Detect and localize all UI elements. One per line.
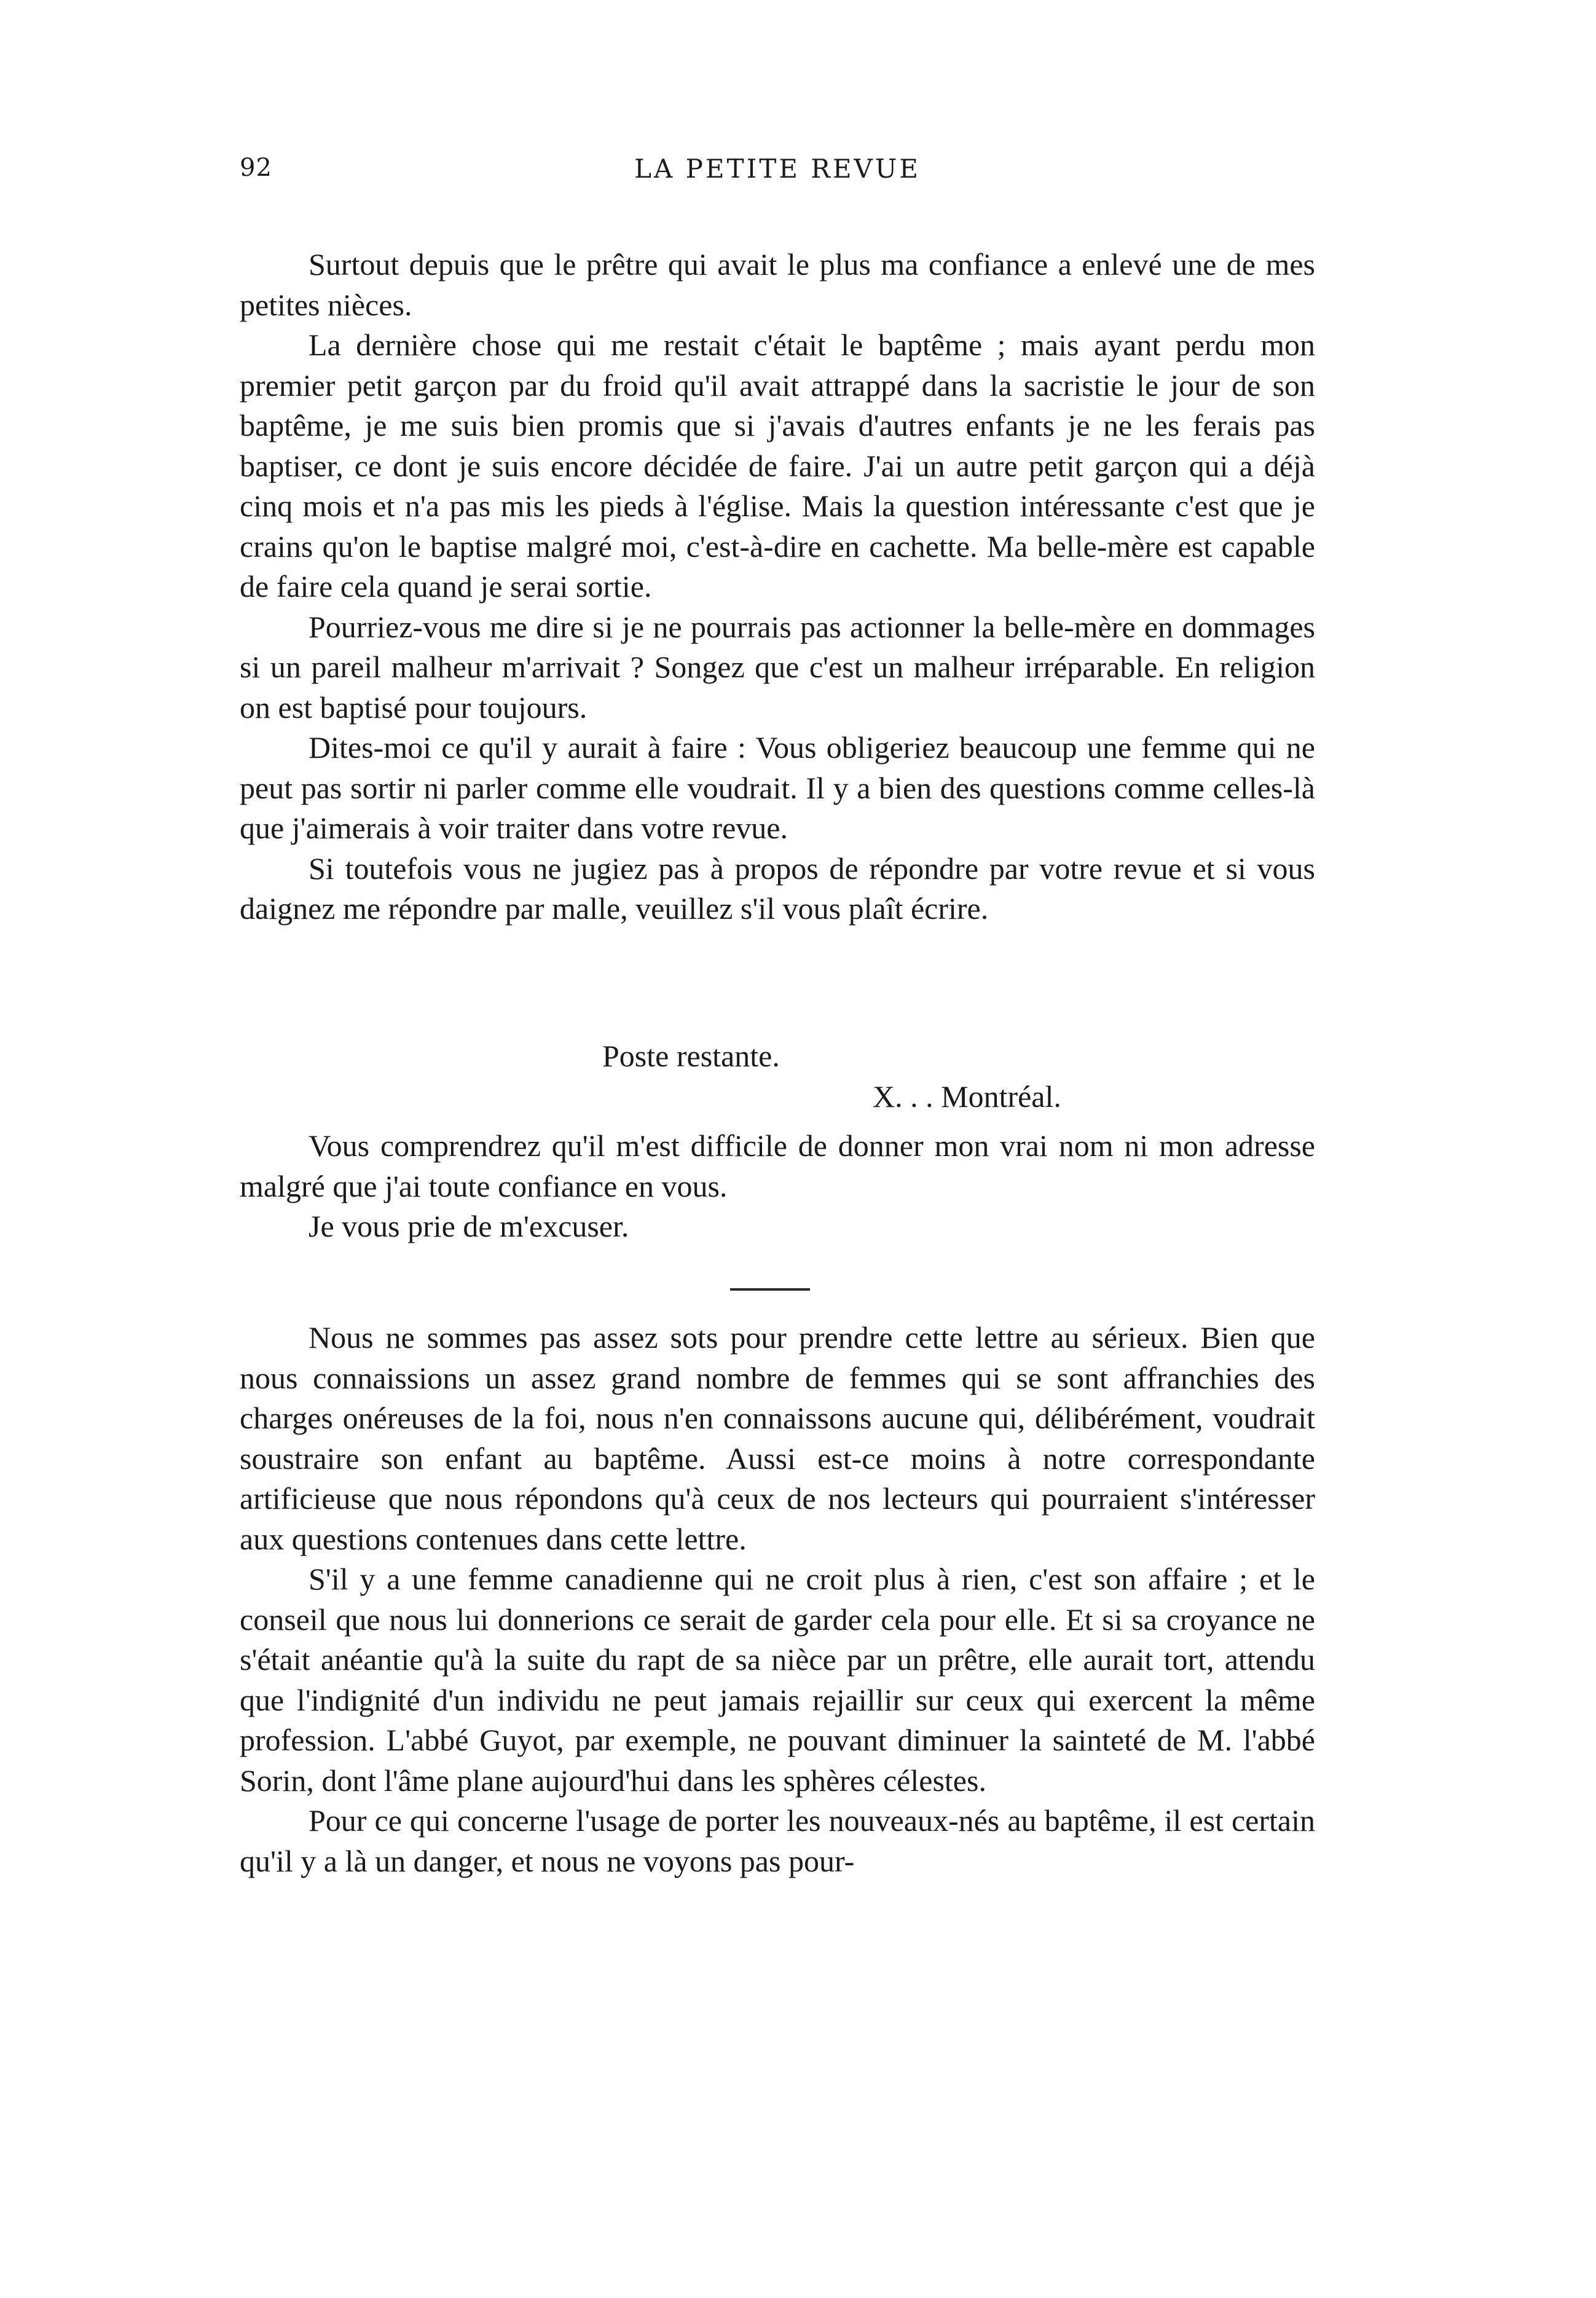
letter-paragraph: Si toutefois vous ne jugiez pas à propos de répondre par votre revue et si vous daignez me répondre par malle, veuillez s'il vous plaît écrire. xyxy=(240,851,1315,926)
reply-paragraph: Pour ce qui concerne l'usage de porter les nouveaux-nés au baptême, il est certain qu'il y a là un danger, et nous ne voyons pas pour- xyxy=(240,1803,1315,1878)
letter-body xyxy=(240,245,1315,929)
letter-closing-paragraph: Je vous prie de m'excuser. xyxy=(309,1209,629,1243)
editorial-reply xyxy=(240,1318,1315,1881)
letter-paragraph: Surtout depuis que le prêtre qui avait le plus ma confiance a enlevé une de mes petites nièces. xyxy=(240,247,1315,322)
running-title: LA PETITE REVUE xyxy=(634,154,921,184)
section-divider xyxy=(730,1288,810,1291)
letter-signoff xyxy=(602,1036,1061,1117)
reply-paragraph: Nous ne sommes pas assez sots pour prendre cette lettre au sérieux. Bien que nous connaissions un assez grand nombre de femmes qui se sont affranchies des charges onéreuses de la foi, nous n'en connaissons aucune qui, délibérément, voudrait soustraire son enfant au baptême. Aussi est-ce moins à notre correspondante artificieuse que nous répondons qu'à ceux de nos lecteurs qui pourraient s'intéresser aux questions contenues dans cette lettre. xyxy=(240,1320,1315,1556)
letter-closing xyxy=(240,1126,1315,1247)
letter-paragraph: Pourriez-vous me dire si je ne pourrais pas actionner la belle-mère en dommages si un pareil malheur m'arrivait ? Songez que c'est un malheur irréparable. En religion on est baptisé pour toujours. xyxy=(240,609,1315,725)
page-number: 92 xyxy=(240,154,272,182)
letter-paragraph: La dernière chose qui me restait c'était le baptême ; mais ayant perdu mon premier petit garçon par du froid qu'il avait attrappé dans la sacristie le jour de son baptême, je me suis bien promis que si j'avais d'autres enfants je ne les ferais pas baptiser, ce dont je suis encore décidée de faire. J'ai un autre petit garçon qui a déjà cinq mois et n'a pas mis les pieds à l'église. Mais la question intéressante c'est que je crains qu'on le baptise malgré moi, c'est-à-dire en cachette. Ma belle-mère est capable de faire cela quand je serai sortie. xyxy=(240,328,1315,604)
letter-signature: X. . . Montréal. xyxy=(873,1079,1061,1114)
letter-closing-paragraph: Vous comprendrez qu'il m'est difficile de donner mon vrai nom ni mon adresse malgré que j'ai toute confiance en vous. xyxy=(240,1128,1315,1203)
letter-address: Poste restante. xyxy=(602,1039,780,1073)
reply-paragraph: S'il y a une femme canadienne qui ne croit plus à rien, c'est son affaire ; et le conseil que nous lui donnerions ce serait de garder cela pour elle. Et si sa croyance ne s'était anéantie qu'à la suite du rapt de sa nièce par un prêtre, elle aurait tort, attendu que l'indignité d'un individu ne peut jamais rejaillir sur ceux qui exercent la même profession. L'abbé Guyot, par exemple, ne pouvant diminuer la sainteté de M. l'abbé Sorin, dont l'âme plane aujourd'hui dans les sphères célestes. xyxy=(240,1562,1315,1798)
page-header xyxy=(240,154,1315,203)
letter-paragraph: Dites-moi ce qu'il y aurait à faire : Vous obligeriez beaucoup une femme qui ne peut pas sortir ni parler comme elle voudrait. Il y a bien des questions comme celles-là que j'aimerais à voir traiter dans votre revue. xyxy=(240,730,1315,845)
